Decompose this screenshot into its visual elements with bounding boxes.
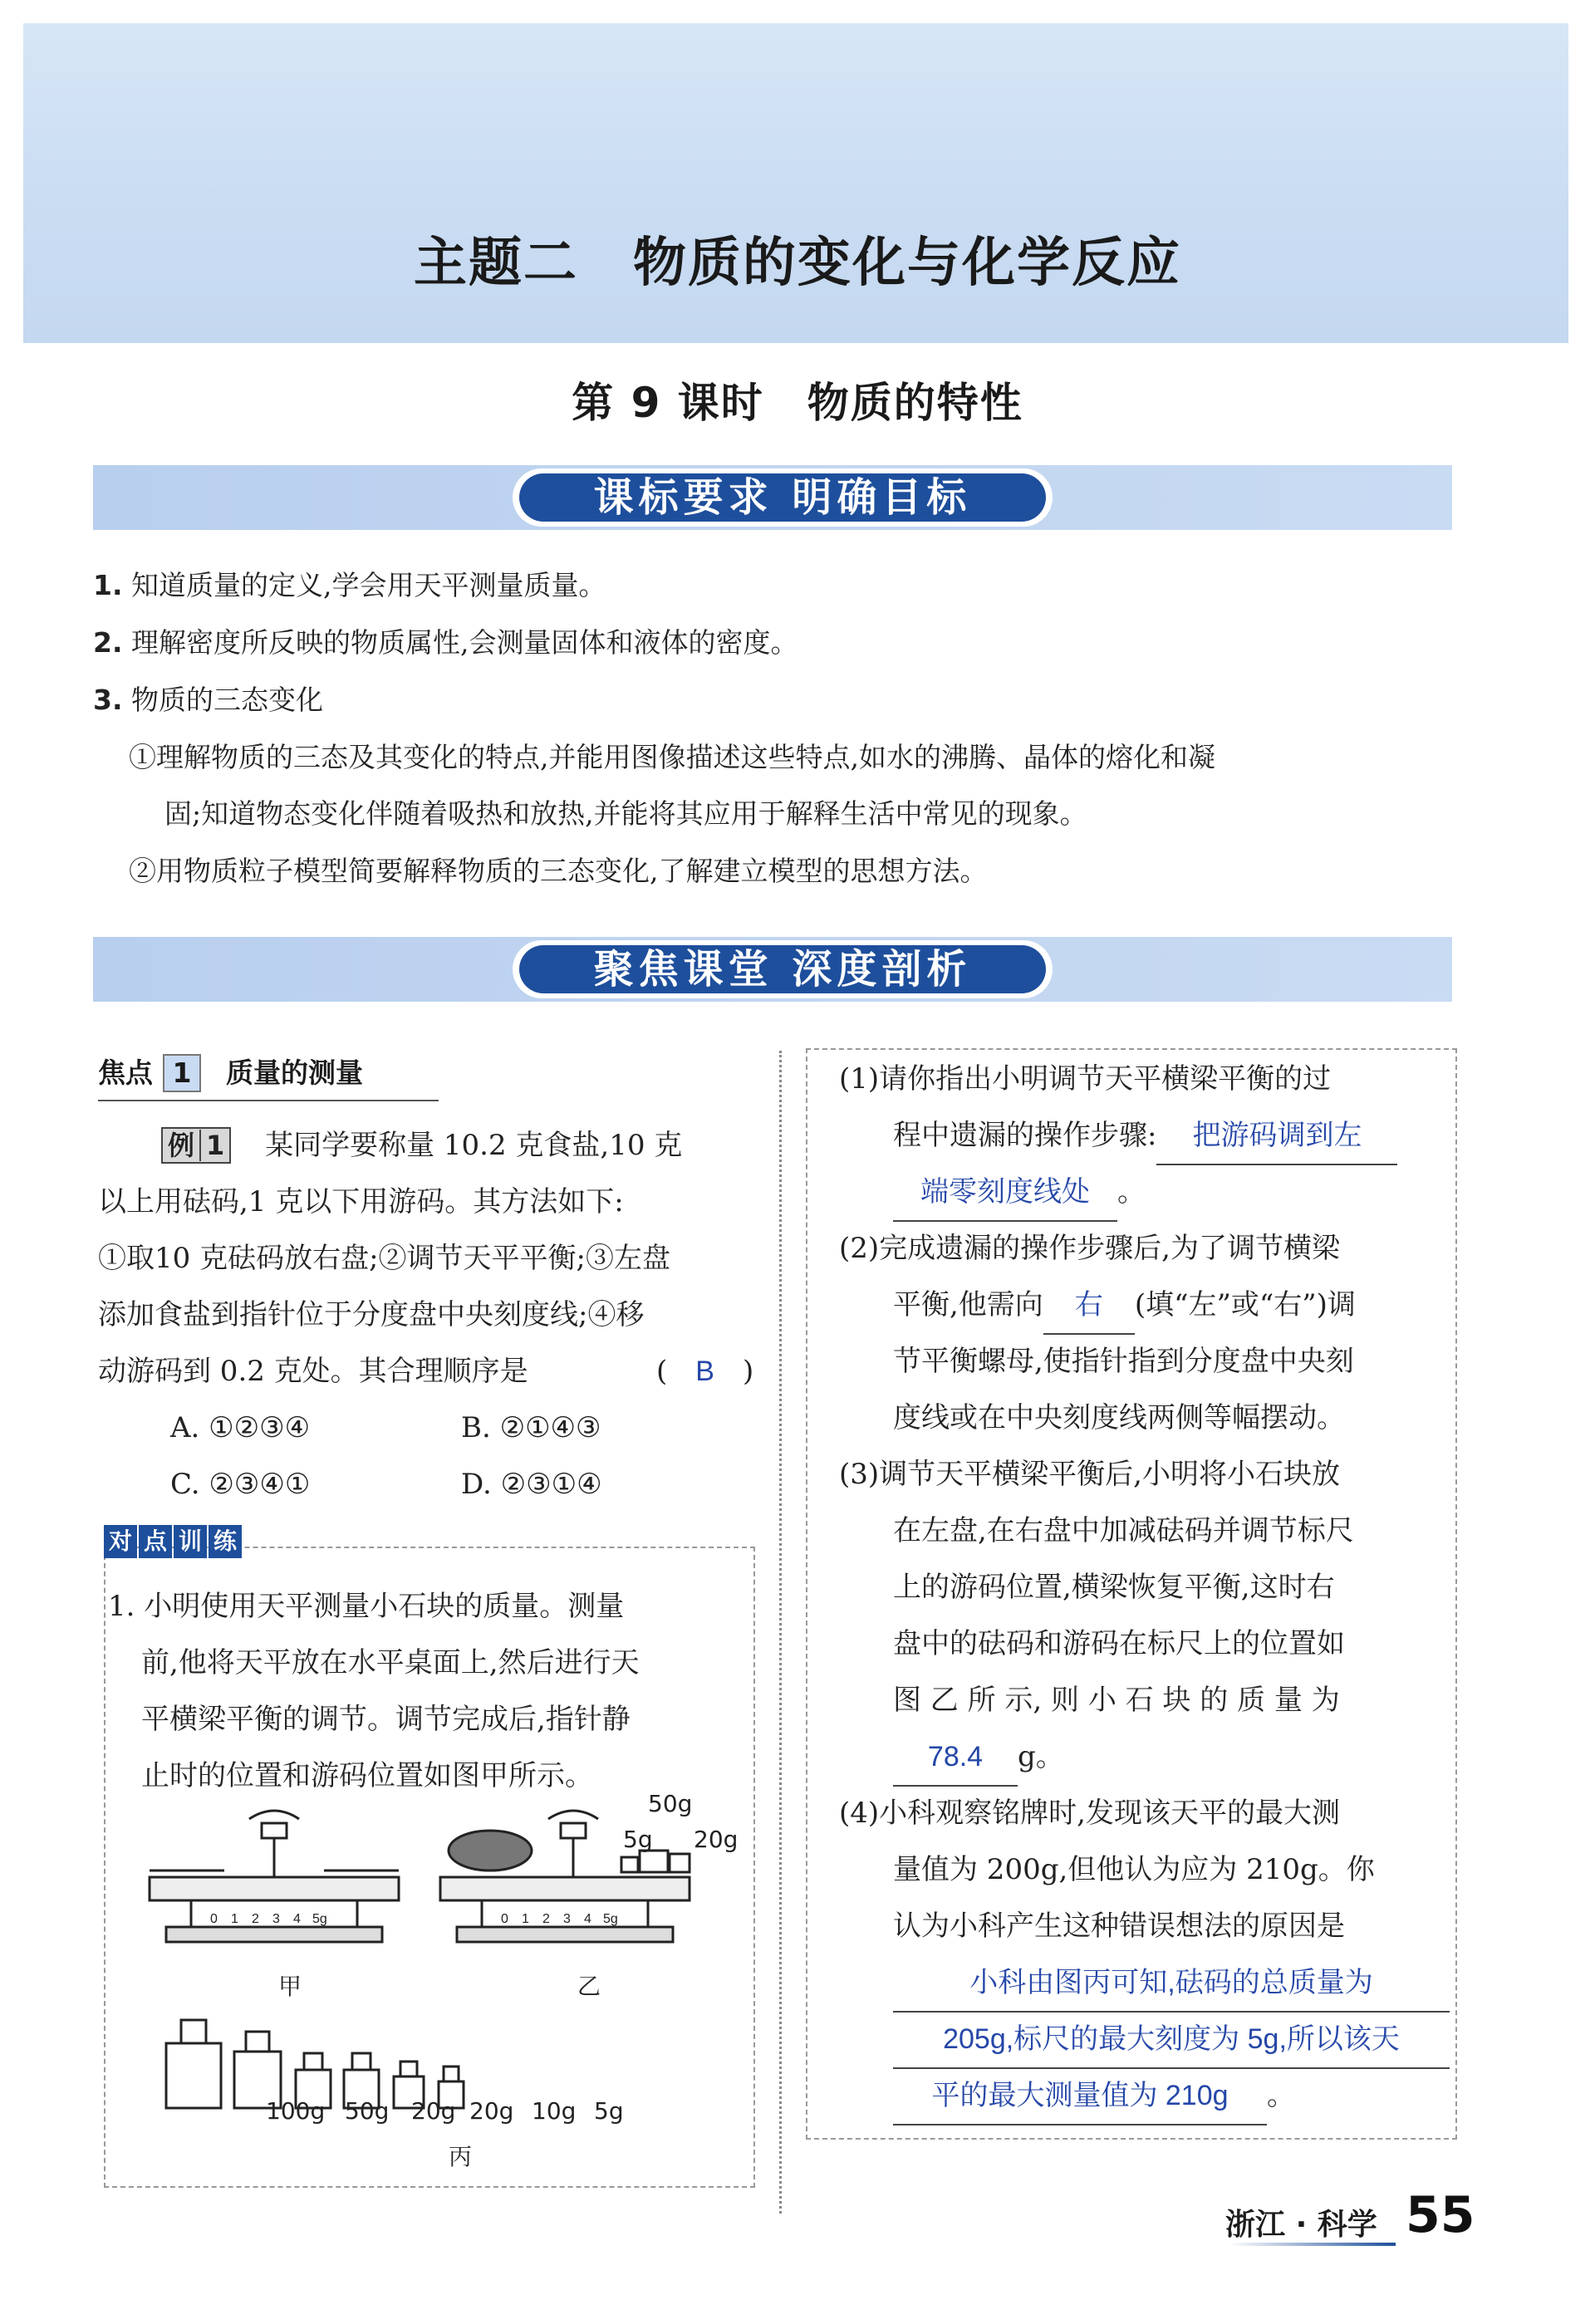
requirement-2: 2. 理解密度所反映的物质属性,会测量固体和液体的密度。 xyxy=(93,626,798,659)
section-focus-bar xyxy=(93,937,1452,1002)
example-answer: ( B ) xyxy=(656,1355,754,1388)
q1-part1-line1: (1)请你指出小明调节天平横梁平衡的过 xyxy=(839,1062,1332,1096)
requirement-3: 3. 物质的三态变化 xyxy=(93,684,323,716)
lesson-title: 第 9 课时 物质的特性 xyxy=(572,379,1023,427)
weight-20g-a: 20g xyxy=(411,2097,456,2125)
svg-text:3: 3 xyxy=(563,1912,571,1926)
weight-50g: 50g xyxy=(345,2097,390,2125)
svg-text:3: 3 xyxy=(272,1912,280,1926)
option-d: D. ②③①④ xyxy=(461,1468,602,1501)
training-tag: 对 点 训 练 xyxy=(104,1525,243,1562)
focus-underline xyxy=(98,1100,439,1101)
svg-text:5g: 5g xyxy=(312,1912,327,1926)
footer-underline xyxy=(1229,2243,1396,2246)
sub-requirement-2: ②用物质粒子模型简要解释物质的三态变化,了解建立模型的思想方法。 xyxy=(129,855,988,887)
example-tag: 例 1 xyxy=(161,1127,231,1164)
q1-part2-line3: 节平衡螺母,使指针指到分度盘中央刻 xyxy=(893,1345,1354,1378)
figure-label-yi: 乙 xyxy=(577,1973,601,2000)
q1-part4-line3: 认为小科产生这种错误想法的原因是 xyxy=(893,1910,1345,1943)
weight-label-5g: 5g xyxy=(623,1826,653,1853)
page-number: 55 xyxy=(1406,2186,1475,2244)
sub-requirement-1: ①理解物质的三态及其变化的特点,并能用图像描述这些特点,如水的沸腾、晶体的熔化和凝 xyxy=(129,741,1215,773)
svg-text:1: 1 xyxy=(231,1912,238,1926)
example-line-3: ①取10 克砝码放右盘;②调节天平平衡;③左盘 xyxy=(98,1242,670,1275)
section-goals-bar xyxy=(93,465,1452,530)
q1-part2-line2: 平衡,他需向 右 (填“左”或“右”)调 xyxy=(893,1277,1356,1335)
svg-text:5g: 5g xyxy=(603,1912,618,1926)
q1-part3-line1: (3)调节天平横梁平衡后,小明将小石块放 xyxy=(839,1458,1340,1491)
q1-intro-4: 止时的位置和游码位置如图甲所示。 xyxy=(141,1759,593,1792)
example-1: 例 1 某同学要称量 10.2 克食盐,10 克 xyxy=(161,1117,682,1174)
svg-text:0: 0 xyxy=(210,1912,218,1926)
q1-part3-line3: 上的游码位置,横梁恢复平衡,这时右 xyxy=(893,1571,1335,1604)
q1-part4-ans1: 小科由图丙可知,砝码的总质量为 xyxy=(893,1954,1450,2013)
sub-requirement-1-cont: 固;知道物态变化伴随着吸热和放热,并能将其应用于解释生活中常见的现象。 xyxy=(164,797,1087,830)
weight-label-20g: 20g xyxy=(694,1826,739,1853)
svg-text:1: 1 xyxy=(522,1912,529,1926)
section-focus-title: 聚焦课堂 深度剖析 xyxy=(519,945,1046,993)
q1-intro-3: 平横梁平衡的调节。调节完成后,指针静 xyxy=(141,1703,631,1736)
weight-label-50g: 50g xyxy=(648,1790,693,1817)
q1-intro-2: 前,他将天平放在水平桌面上,然后进行天 xyxy=(141,1646,640,1679)
option-a: A. ①②③④ xyxy=(170,1411,311,1444)
svg-text:2: 2 xyxy=(252,1912,259,1926)
weight-100g: 100g xyxy=(266,2097,326,2125)
q1-part3-line4: 盘中的砝码和游码在标尺上的位置如 xyxy=(893,1627,1345,1660)
q1-part1-line3: 端零刻度线处 。 xyxy=(893,1164,1146,1222)
q1-part3-line6: 78.4 g。 xyxy=(893,1728,1064,1787)
q1-part4-line1: (4)小科观察铭牌时,发现该天平的最大测 xyxy=(839,1797,1340,1830)
q1-part2-line1: (2)完成遗漏的操作步骤后,为了调节横梁 xyxy=(839,1232,1340,1265)
svg-text:0: 0 xyxy=(501,1912,508,1926)
weight-10g: 10g xyxy=(532,2097,577,2125)
svg-text:2: 2 xyxy=(542,1912,550,1926)
section-goals-title: 课标要求 明确目标 xyxy=(519,473,1046,522)
column-divider xyxy=(779,1051,782,2214)
requirement-1: 1. 知道质量的定义,学会用天平测量质量。 xyxy=(93,569,606,601)
focus-point-header: 焦点 1 质量的测量 xyxy=(98,1052,363,1092)
q1-part3-line2: 在左盘,在右盘中加减砝码并调节标尺 xyxy=(893,1514,1354,1547)
q1-part1-line2: 程中遗漏的操作步骤: 把游码调到左 xyxy=(893,1107,1397,1165)
footer-label: 浙江 · 科学 xyxy=(1225,2208,1377,2242)
option-b: B. ②①④③ xyxy=(461,1411,601,1444)
example-line-5: 动游码到 0.2 克处。其合理顺序是 xyxy=(98,1355,528,1388)
example-line-4: 添加食盐到指针位于分度盘中央刻度线;④移 xyxy=(98,1298,645,1331)
weight-20g-b: 20g xyxy=(469,2097,514,2125)
q1-part4-ans2: 205g,标尺的最大刻度为 5g,所以该天 xyxy=(893,2011,1450,2069)
option-c: C. ②③④① xyxy=(170,1468,311,1501)
svg-text:4: 4 xyxy=(293,1912,301,1926)
theme-title: 主题二 物质的变化与化学反应 xyxy=(414,233,1181,294)
q1-intro-1: 1. 小明使用天平测量小石块的质量。测量 xyxy=(108,1590,625,1623)
q1-part3-line5: 图 乙 所 示, 则 小 石 块 的 质 量 为 xyxy=(893,1684,1340,1717)
q1-part4-line2: 量值为 200g,但他认为应为 210g。你 xyxy=(893,1853,1375,1886)
example-line-2: 以上用砝码,1 克以下用游码。其方法如下: xyxy=(98,1185,624,1218)
svg-text:4: 4 xyxy=(584,1912,591,1926)
figure-label-jia: 甲 xyxy=(278,1973,302,2000)
weight-5g: 5g xyxy=(594,2097,624,2125)
q1-part2-line4: 度线或在中央刻度线两侧等幅摆动。 xyxy=(893,1401,1345,1434)
focus-point-number: 1 xyxy=(163,1054,201,1092)
figure-label-bing: 丙 xyxy=(449,2143,473,2170)
q1-part4-ans3: 平的最大测量值为 210g 。 xyxy=(893,2067,1295,2125)
